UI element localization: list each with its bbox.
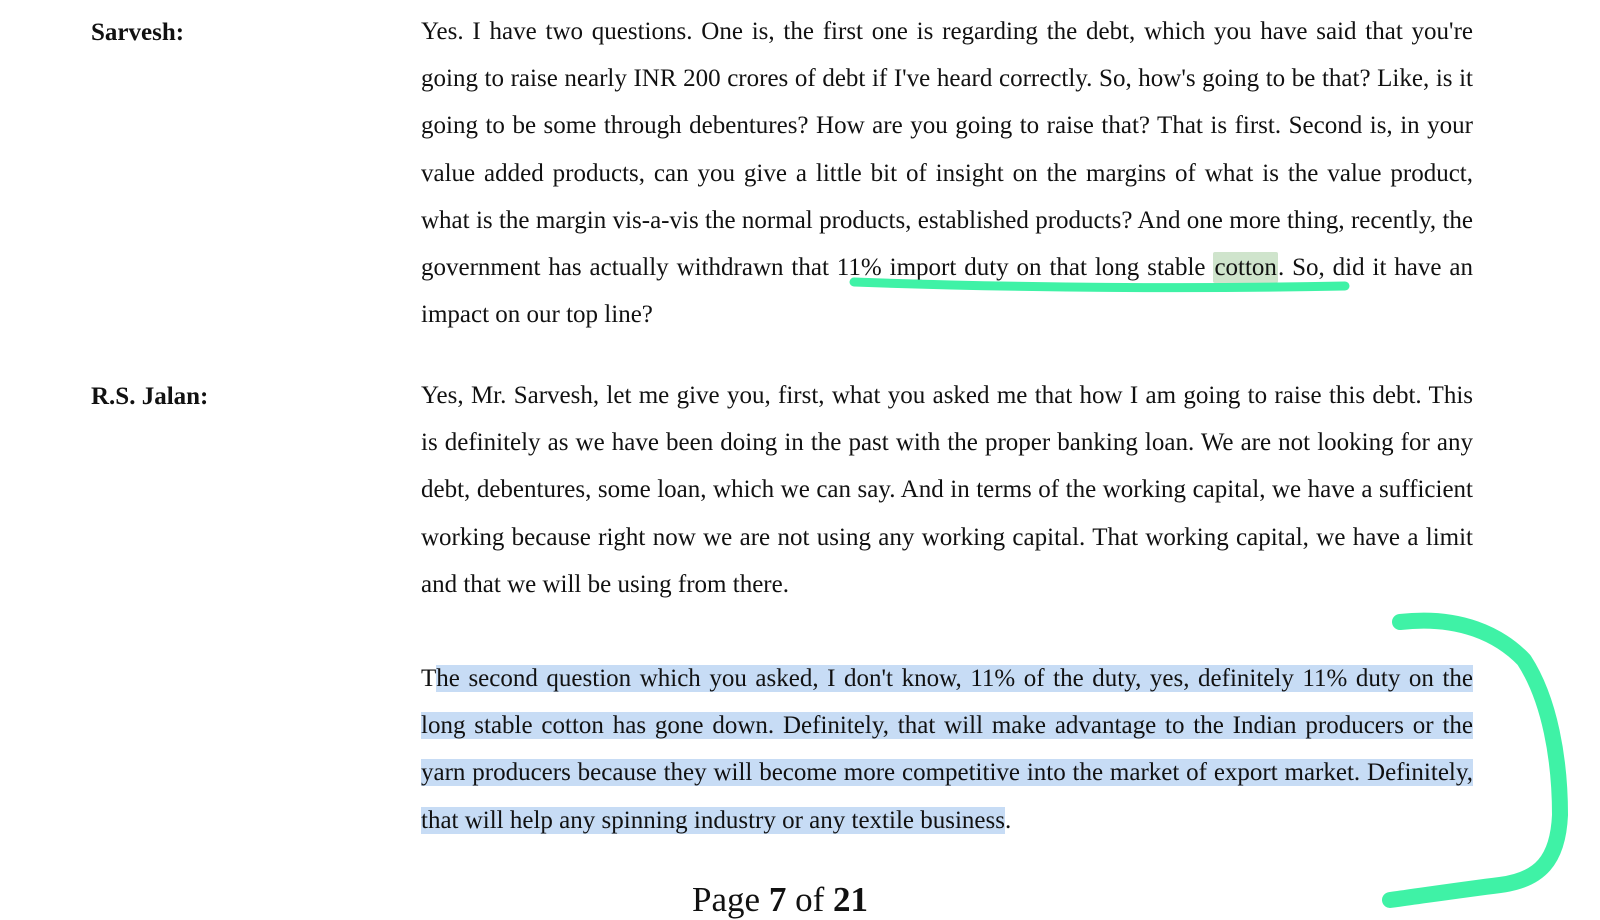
paragraph-sarvesh-question	[421, 8, 1473, 338]
paragraph-text: Yes. I have two questions. One is, the first one is regarding the debt, which you have said that you're going to raise nearly INR 200 crores of debt if I've heard correctly. So, how's going to be that? Like, is it going to be some through debentures? How are you going to raise that? That is first. Second is, in your value added products, can you give a little bit of insight on the margins of what is the value product, what is the margin vis-a-vis the normal products, established products? And one more thing, recently,	[421, 18, 1473, 234]
paragraph-text: import duty on that long stable	[881, 254, 1214, 282]
paragraph-lead-letter: T	[421, 665, 437, 692]
speaker-name-rs-jalan: R.S. Jalan:	[91, 383, 209, 410]
highlighted-word-cotton: cotton	[1214, 254, 1277, 282]
page-number	[0, 880, 1560, 920]
paragraph-jalan-answer-1: Yes, Mr. Sarvesh, let me give you, first, what you asked me that how I am going to raise this debt. This is definitely as we have been doing in the past with the proper banking loan. We are not looking for any debt, debentures, some loan, which we can say. And in terms of the working capital, we have a sufficient working because right now we are not using any working capital. That working capital, we have a limit and that we will be using from there.	[421, 382, 1473, 598]
page-current: 7	[768, 880, 787, 919]
page-prefix: Page	[692, 880, 769, 919]
paragraph-trail: .	[1004, 806, 1012, 834]
underlined-text: the government has actually withdrawn that 11%	[421, 206, 1473, 282]
paragraph-jalan-answer-2	[421, 655, 1473, 844]
speaker-name-sarvesh: Sarvesh:	[91, 19, 185, 46]
highlighted-passage: he second question which you asked, I don't know, 11% of the duty, yes, definitely 11% duty on the long stable cotton has gone down. Definitely, that will make advantage to the Indian producers or the yarn producers because they will become more competitive into the market of export market. Definitely, that will help any spinning industry or any textile business	[421, 665, 1473, 834]
page-middle: of	[786, 880, 833, 919]
paragraph-text: . So, did it have an impact on our top line?	[421, 254, 1474, 329]
page-total: 21	[832, 880, 868, 919]
